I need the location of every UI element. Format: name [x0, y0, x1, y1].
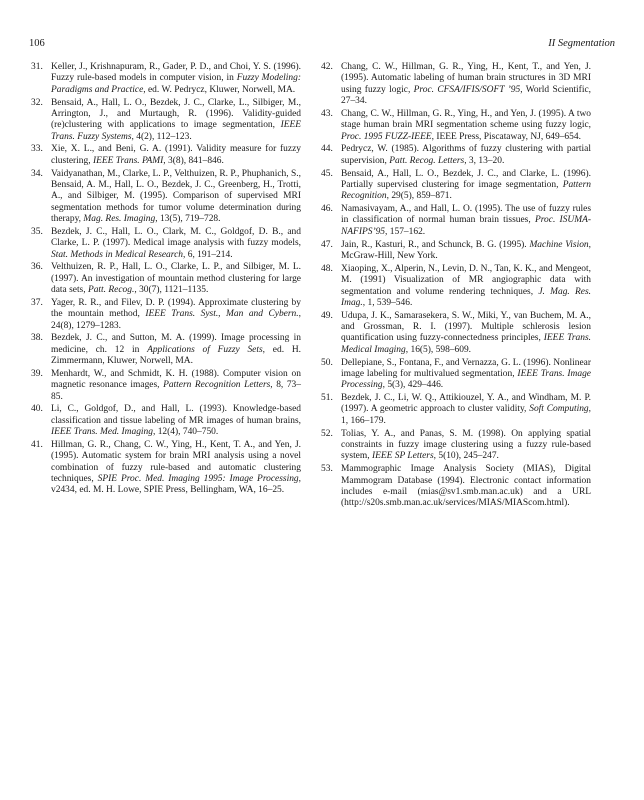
- reference-number: 35.: [31, 226, 43, 237]
- reference-text: [51, 62, 301, 95]
- reference-text: [51, 227, 301, 260]
- reference-text-segment: Bezdek, J. C., Hall, L. O., Clark, M. C., Goldgof, D. B., and Clarke, L. P. (1997). Medical image analysis with fuzzy models,: [51, 226, 301, 249]
- reference-text-segment: , ed. H. Zimmermann, Kluwer, Norwell, MA.: [51, 344, 301, 367]
- reference-text-segment: , IEEE Press, Piscataway, NJ, 649–654.: [431, 131, 581, 142]
- reference-text: [51, 440, 301, 495]
- reference-number: 49.: [321, 310, 333, 321]
- reference-text-segment: Chang, C. W., Hillman, G. R., Ying, H., Kent, T., and Yen, J. (1995). Automatic labeling of human brain structures in 3D MRI using fuzzy logic,: [341, 62, 591, 95]
- reference-entry: [319, 144, 591, 167]
- reference-entry: [319, 464, 591, 509]
- reference-entry: [319, 62, 591, 107]
- reference-entry: [29, 169, 301, 226]
- reference-entry: [319, 109, 591, 143]
- reference-number: 38.: [31, 333, 43, 344]
- reference-number: 53.: [321, 464, 333, 475]
- reference-text: [341, 464, 591, 508]
- reference-number: 43.: [321, 108, 333, 119]
- reference-text-segment: Jain, R., Kasturi, R., and Schunck, B. G. (1995).: [341, 239, 530, 250]
- reference-source-title: Applications of Fuzzy Sets: [147, 344, 263, 355]
- reference-text-segment: Menhardt, W., and Schmidt, K. H. (1988). Computer vision on magnetic resonance images,: [51, 368, 301, 391]
- reference-number: 46.: [321, 204, 333, 215]
- reference-source-title: Patt. Recog. Letters: [389, 155, 465, 166]
- reference-number: 42.: [321, 62, 333, 72]
- reference-number: 37.: [31, 297, 43, 308]
- reference-text: [341, 109, 591, 142]
- reference-text-segment: Mammographic Image Analysis Society (MIAS), Digital Mammogram Database (1994). Electronic contact information includes e-mail (mias@sv1.smb.man.ac.uk) and a URL (http://s20s.smb.man.ac.uk/services/MIAS/MIAScom.html).: [341, 464, 591, 509]
- reference-text-segment: Chang, C. W., Hillman, G. R., Ying, H., and Yen, J. (1995). A two stage human brain MRI segmentation scheme using fuzzy logic,: [341, 108, 591, 131]
- reference-source-title: IEEE Trans. Medical Imaging: [341, 333, 592, 355]
- reference-number: 45.: [321, 168, 333, 179]
- reference-text-segment: , McGraw-Hill, New York.: [341, 239, 591, 261]
- reference-number: 31.: [31, 62, 43, 72]
- reference-text-segment: Bezdek, J. C., Li, W. Q., Attikiouzel, Y. A., and Windham, M. P. (1997). A geometric approach to cluster validity,: [341, 393, 591, 415]
- reference-number: 44.: [321, 144, 333, 155]
- reference-text: [341, 144, 591, 165]
- reference-text-segment: , 5(10), 245–247.: [433, 451, 499, 462]
- page-number: 106: [29, 38, 45, 49]
- reference-source-title: J. Mag. Res. Imag.: [341, 286, 591, 308]
- reference-text-segment: Vaidyanathan, M., Clarke, L. P., Velthuizen, R. P., Phuphanich, S., Bensaid, A. M., Hall, L. O., Bezdek, J. C., Greenberg, H., Trotti, A., and Silbiger, M. (1995). Comparison of supervised MRI segmentation methods for tumor volume determination during therapy,: [51, 168, 301, 224]
- reference-source-title: IEEE SP Letters: [371, 451, 434, 462]
- reference-entry: [29, 262, 301, 296]
- reference-text-segment: , 3(8), 841–846.: [163, 155, 224, 166]
- reference-number: 33.: [31, 144, 43, 155]
- reference-source-title: Patt. Recog.: [87, 285, 135, 296]
- reference-source-title: Pattern Recognition Letters: [163, 380, 271, 391]
- reference-text-segment: , 6, 191–214.: [183, 249, 233, 260]
- reference-number: 50.: [321, 357, 333, 368]
- reference-entry: [29, 98, 301, 143]
- reference-number: 41.: [31, 440, 43, 450]
- reference-source-title: Pattern Recognition: [341, 179, 591, 202]
- reference-text-segment: Bezdek, J. C., and Sutton, M. A. (1999). Image processing in medicine, ch. 12 in: [51, 333, 301, 355]
- reference-entry: [319, 393, 591, 427]
- reference-entry: [29, 440, 301, 497]
- reference-text-segment: , 157–162.: [385, 226, 426, 237]
- reference-number: 51.: [321, 393, 333, 404]
- reference-entry: [319, 358, 591, 392]
- reference-text-segment: , ed. W. Pedrycz, Kluwer, Norwell, MA.: [143, 84, 296, 95]
- reference-text: [51, 144, 301, 165]
- reference-text-segment: , 13(5), 719–728.: [155, 213, 221, 224]
- reference-number: 32.: [31, 97, 43, 108]
- reference-text-segment: Yager, R. R., and Filev, D. P. (1994). Approximate clustering by the mountain method,: [51, 297, 301, 320]
- reference-source-title: SPIE Proc. Med. Imaging 1995: Image Processing: [97, 474, 299, 485]
- reference-entry: [319, 169, 591, 203]
- reference-text-segment: Tolias, Y. A., and Panas, S. M. (1998). On applying spatial constraints in fuzzy image clustering using a fuzzy rule-based system,: [341, 428, 591, 462]
- reference-entry: [319, 264, 591, 309]
- reference-number: 48.: [321, 263, 333, 274]
- reference-text: [51, 333, 301, 366]
- reference-text-segment: Dellepiane, S., Fontana, F., and Vernazza, G. L. (1996). Nonlinear image labeling for multivalued segmentation,: [341, 357, 591, 379]
- reference-text-segment: Xiaoping, X., Alperin, N., Levin, D. N., Tan, K. K., and Mengeot, M. (1991) Visualization of MR angiographic data with segmentation and volume rendering techniques,: [341, 263, 591, 297]
- reference-text-segment: , 16(5), 598–609.: [405, 344, 472, 355]
- reference-entry: [319, 429, 591, 463]
- reference-source-title: Proc. 1995 FUZZ-IEEE: [341, 131, 432, 142]
- reference-text-segment: , 24(8), 1279–1283.: [51, 309, 301, 331]
- reference-text: [51, 404, 301, 437]
- reference-entry: [29, 333, 301, 367]
- reference-text: [341, 429, 591, 462]
- reference-source-title: IEEE Trans. Fuzzy Systems: [51, 120, 301, 142]
- reference-text: [341, 358, 591, 391]
- page-header: [29, 38, 615, 52]
- reference-source-title: Machine Vision: [529, 239, 589, 250]
- reference-entry: [29, 298, 301, 332]
- reference-text-segment: , 29(5), 859–871.: [386, 191, 452, 202]
- reference-number: 36.: [31, 262, 43, 273]
- reference-source-title: Soft Computing: [529, 404, 589, 415]
- reference-text: [51, 369, 301, 402]
- reference-text-segment: , 12(4), 740–750.: [152, 427, 219, 438]
- reference-text-segment: Velthuizen, R. P., Hall, L. O., Clarke, L. P., and Silbiger, M. L. (1997). An investigation of mountain method clustering for large data sets,: [51, 262, 301, 296]
- reference-entry: [29, 404, 301, 438]
- reference-number: 40.: [31, 404, 43, 415]
- reference-text-segment: Namasivayam, A., and Hall, L. O. (1995). The use of fuzzy rules in classification of normal human brain tissues,: [341, 204, 591, 226]
- reference-number: 47.: [321, 239, 333, 250]
- reference-text: [341, 311, 591, 355]
- reference-text: [341, 393, 591, 426]
- reference-text-segment: Hillman, G. R., Chang, C. W., Ying, H., Kent, T. A., and Yen, J. (1995). Automatic system for brain MRI analysis using a novel combination of fuzzy rule-based and automatic clustering techniques,: [51, 440, 301, 485]
- reference-text: [51, 262, 301, 295]
- reference-text: [51, 98, 301, 142]
- reference-text-segment: Xie, X. L., and Beni, G. A. (1991). Validity measure for fuzzy clustering,: [51, 144, 301, 166]
- reference-number: 34.: [31, 168, 43, 179]
- reference-source-title: Proc. ISUMA-NAFIPS’95: [341, 215, 591, 237]
- reference-entry: [29, 62, 301, 96]
- references-column-left: [29, 62, 301, 498]
- reference-text-segment: , 4(2), 112–123.: [131, 131, 192, 142]
- reference-text: [341, 62, 591, 106]
- reference-source-title: IEEE Trans. Med. Imaging: [51, 427, 153, 438]
- reference-source-title: Mag. Res. Imaging: [83, 213, 156, 224]
- reference-source-title: IEEE Trans. Syst., Man and Cybern.: [145, 309, 299, 320]
- reference-text-segment: , World Scientific, 27–34.: [341, 84, 591, 107]
- reference-entry: [319, 311, 591, 356]
- reference-text: [341, 264, 591, 308]
- reference-source-title: IEEE Trans. PAMI: [92, 155, 164, 166]
- reference-entry: [319, 204, 591, 238]
- reference-entry: [29, 144, 301, 167]
- reference-entry: [29, 369, 301, 403]
- reference-text: [341, 204, 591, 237]
- running-head: II Segmentation: [548, 38, 615, 49]
- reference-text-segment: Bensaid, A., Hall, L. O., Bezdek, J. C., and Clarke, L. (1996). Partially supervised clustering for image segmentation,: [341, 168, 591, 190]
- reference-text: [51, 169, 301, 224]
- reference-text-segment: , 5(3), 429–446.: [382, 380, 444, 391]
- reference-source-title: IEEE Trans. Image Processing: [341, 368, 591, 391]
- reference-entry: [319, 240, 591, 263]
- reference-number: 39.: [31, 368, 43, 379]
- reference-text-segment: , 8, 73–85.: [51, 380, 301, 402]
- reference-text-segment: Li, C., Goldgof, D., and Hall, L. (1993). Knowledge-based classification and tissue labeling of MR images of human brains,: [51, 404, 301, 426]
- reference-text-segment: Bensaid, A., Hall, L. O., Bezdek, J. C., Clarke, L., Silbiger, M., Arrington, J., and Murtaugh, R. (1996). Validity-guided (re)clustering with applications to image segmentation,: [51, 97, 301, 131]
- reference-text-segment: Keller, J., Krishnapuram, R., Gader, P. D., and Choi, Y. S. (1996). Fuzzy rule-based models in computer vision, in: [51, 62, 301, 84]
- reference-text-segment: , 1, 539–546.: [362, 297, 413, 308]
- reference-entry: [29, 227, 301, 261]
- reference-source-title: Stat. Methods in Medical Research: [51, 249, 184, 260]
- reference-text: [341, 169, 591, 202]
- reference-text-segment: , 1, 166–179.: [341, 404, 591, 426]
- reference-text-segment: , 3, 13–20.: [464, 155, 505, 166]
- references-column-right: [319, 62, 591, 511]
- reference-text-segment: Pedrycz, W. (1985). Algorithms of fuzzy clustering with partial supervision,: [341, 144, 591, 166]
- reference-text: [51, 298, 301, 331]
- reference-source-title: Fuzzy Modeling: Paradigms and Practice: [51, 73, 301, 95]
- reference-number: 52.: [321, 428, 333, 439]
- reference-source-title: Proc. CFSA/IFIS/SOFT ’95: [413, 84, 521, 95]
- reference-text-segment: Udupa, J. K., Samarasekera, S. W., Miki, Y., van Buchem, M. A., and Grossman, R. I. (1997). Multiple schlerosis lesion quantification using fuzzy-connectedness principles,: [341, 310, 591, 344]
- reference-text-segment: , v2434, ed. M. H. Lowe, SPIE Press, Bellingham, WA, 16–25.: [51, 474, 301, 496]
- reference-text: [341, 240, 591, 261]
- reference-text-segment: , 30(7), 1121–1135.: [134, 285, 209, 296]
